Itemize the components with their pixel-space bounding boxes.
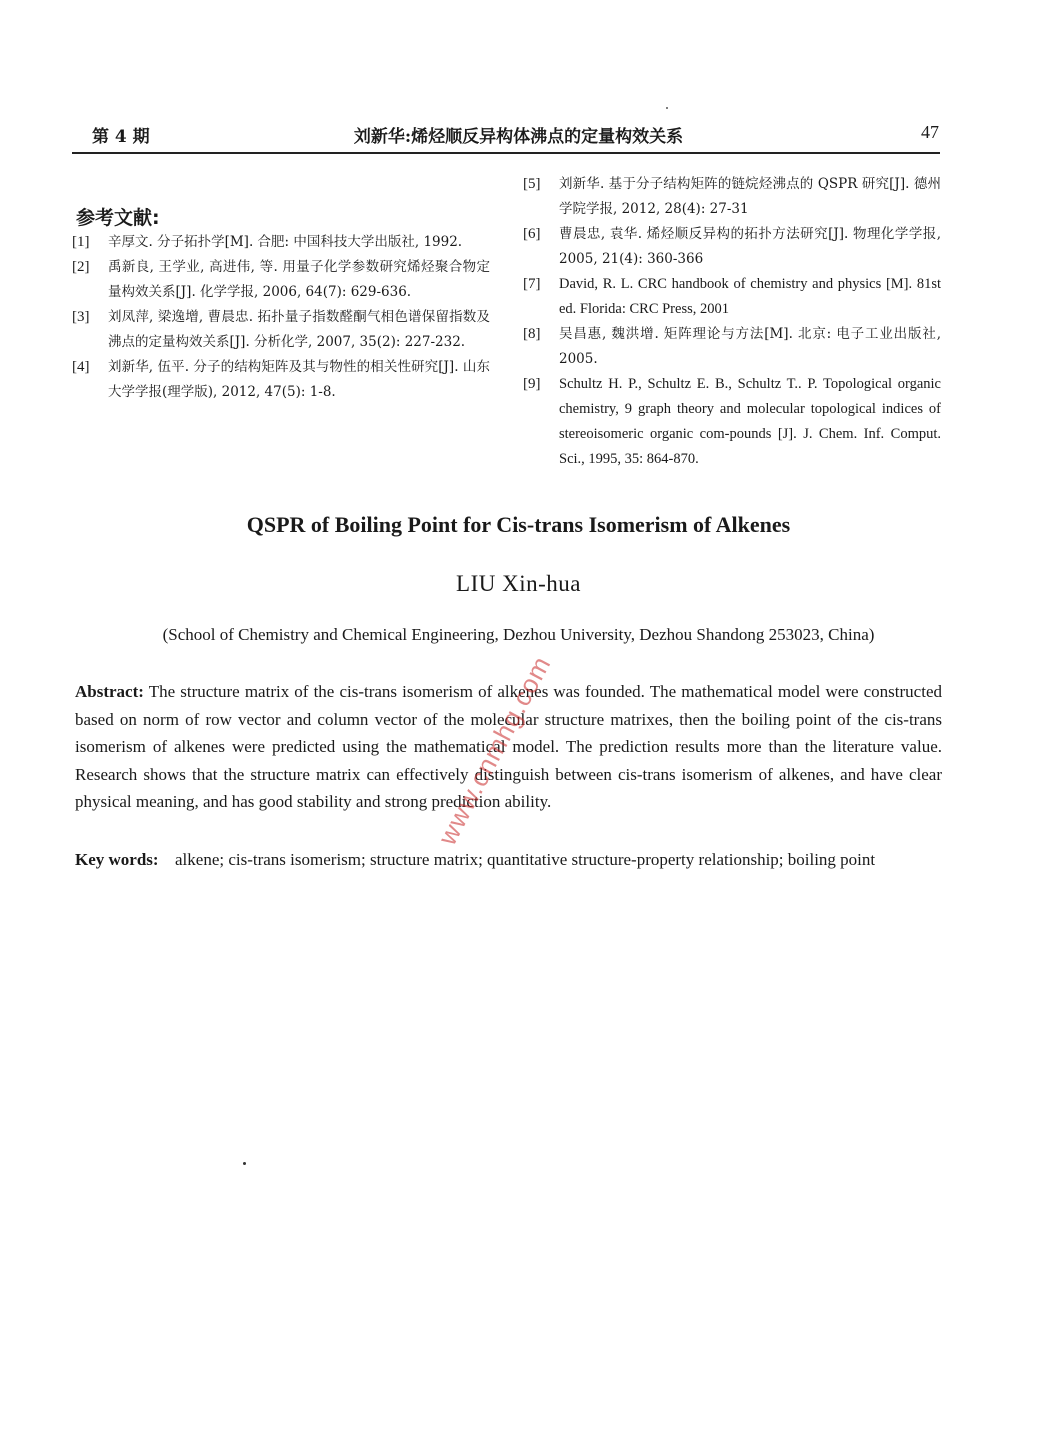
reference-item xyxy=(523,372,941,472)
running-title: 刘新华:烯烃顺反异构体沸点的定量构效关系 xyxy=(353,127,684,147)
reference-number: [8] xyxy=(523,326,541,342)
abstract-label: Abstract: xyxy=(75,682,144,701)
references-left-column xyxy=(72,230,490,405)
reference-text: 曹晨忠, 袁华. 烯烃顺反异构的拓扑方法研究[J]. 物理化学学报, 2005, 21(4): 360-366 xyxy=(559,226,941,267)
scan-speck xyxy=(243,1162,246,1165)
reference-item xyxy=(523,222,941,272)
reference-item xyxy=(72,355,490,405)
site-watermark: www.cnmhg.com xyxy=(431,650,557,850)
reference-text: 刘新华. 基于分子结构矩阵的链烷烃沸点的 QSPR 研究[J]. 德州学院学报, 2012, 28(4): 27-31 xyxy=(559,176,941,217)
reference-item xyxy=(72,305,490,355)
reference-item xyxy=(72,230,490,255)
reference-item xyxy=(523,272,941,322)
reference-number: [2] xyxy=(72,259,90,275)
reference-number: [6] xyxy=(523,226,541,242)
abstract-text: The structure matrix of the cis-trans isomerism of alkenes was founded. The mathematical model were constructed based on norm of row vector and column vector of the molecular structure matrixes, then the boiling point of the cis-trans isomerism of alkenes were predicted using the mathematical model. The prediction results more than the literature value. Research shows that the structure matrix can effectively distinguish between cis-trans isomerism of alkenes, and have clear physical meaning, and has good stability and strong prediction ability. xyxy=(75,682,942,811)
header-rule xyxy=(72,152,940,154)
reference-text: David, R. L. CRC handbook of chemistry and physics [M]. 81st ed. Florida: CRC Press, 2001 xyxy=(559,276,941,317)
reference-text: 刘凤萍, 梁逸增, 曹晨忠. 拓扑量子指数醛酮气相色谱保留指数及沸点的定量构效关系[J]. 分析化学, 2007, 35(2): 227-232. xyxy=(108,309,490,350)
reference-text: 刘新华, 伍平. 分子的结构矩阵及其与物性的相关性研究[J]. 山东大学学报(理学版), 2012, 47(5): 1-8. xyxy=(108,359,490,400)
page-number: 47 xyxy=(921,122,939,142)
reference-number: [9] xyxy=(523,376,541,392)
author-name: LIU Xin-hua xyxy=(456,571,581,596)
reference-item xyxy=(523,322,941,372)
reference-number: [5] xyxy=(523,176,541,192)
reference-number: [4] xyxy=(72,359,90,375)
keywords-text: alkene; cis-trans isomerism; structure matrix; quantitative structure-property relationship; boiling point xyxy=(175,850,876,869)
reference-item xyxy=(523,172,941,222)
reference-text: Schultz H. P., Schultz E. B., Schultz T.. P. Topological organic chemistry, 9 graph theory and molecular topological indices of stereoisomeric organic com-pounds [J]. J. Chem. Inf. Comput. Sci., 1995, 35: 864-870. xyxy=(559,376,941,467)
reference-text: 辛厚文. 分子拓扑学[M]. 合肥: 中国科技大学出版社, 1992. xyxy=(108,234,463,250)
reference-text: 吴昌惠, 魏洪增. 矩阵理论与方法[M]. 北京: 电子工业出版社, 2005. xyxy=(559,326,941,367)
reference-text: 禹新良, 王学业, 高进伟, 等. 用量子化学参数研究烯烃聚合物定量构效关系[J]. 化学学报, 2006, 64(7): 629-636. xyxy=(108,259,490,300)
references-heading: 参考文献: xyxy=(76,207,160,229)
scan-speck xyxy=(666,107,668,109)
reference-item xyxy=(72,255,490,305)
reference-number: [7] xyxy=(523,276,541,292)
author-affiliation: (School of Chemistry and Chemical Engineering, Dezhou University, Dezhou Shandong 253023, China) xyxy=(162,625,875,644)
reference-number: [3] xyxy=(72,309,90,325)
issue-label: 第 4 期 xyxy=(92,127,150,147)
article-title: QSPR of Boiling Point for Cis-trans Isomerism of Alkenes xyxy=(246,512,791,537)
reference-number: [1] xyxy=(72,234,90,250)
references-right-column xyxy=(523,172,941,472)
keywords-block xyxy=(75,845,942,874)
keywords-label: Key words: xyxy=(75,850,159,869)
